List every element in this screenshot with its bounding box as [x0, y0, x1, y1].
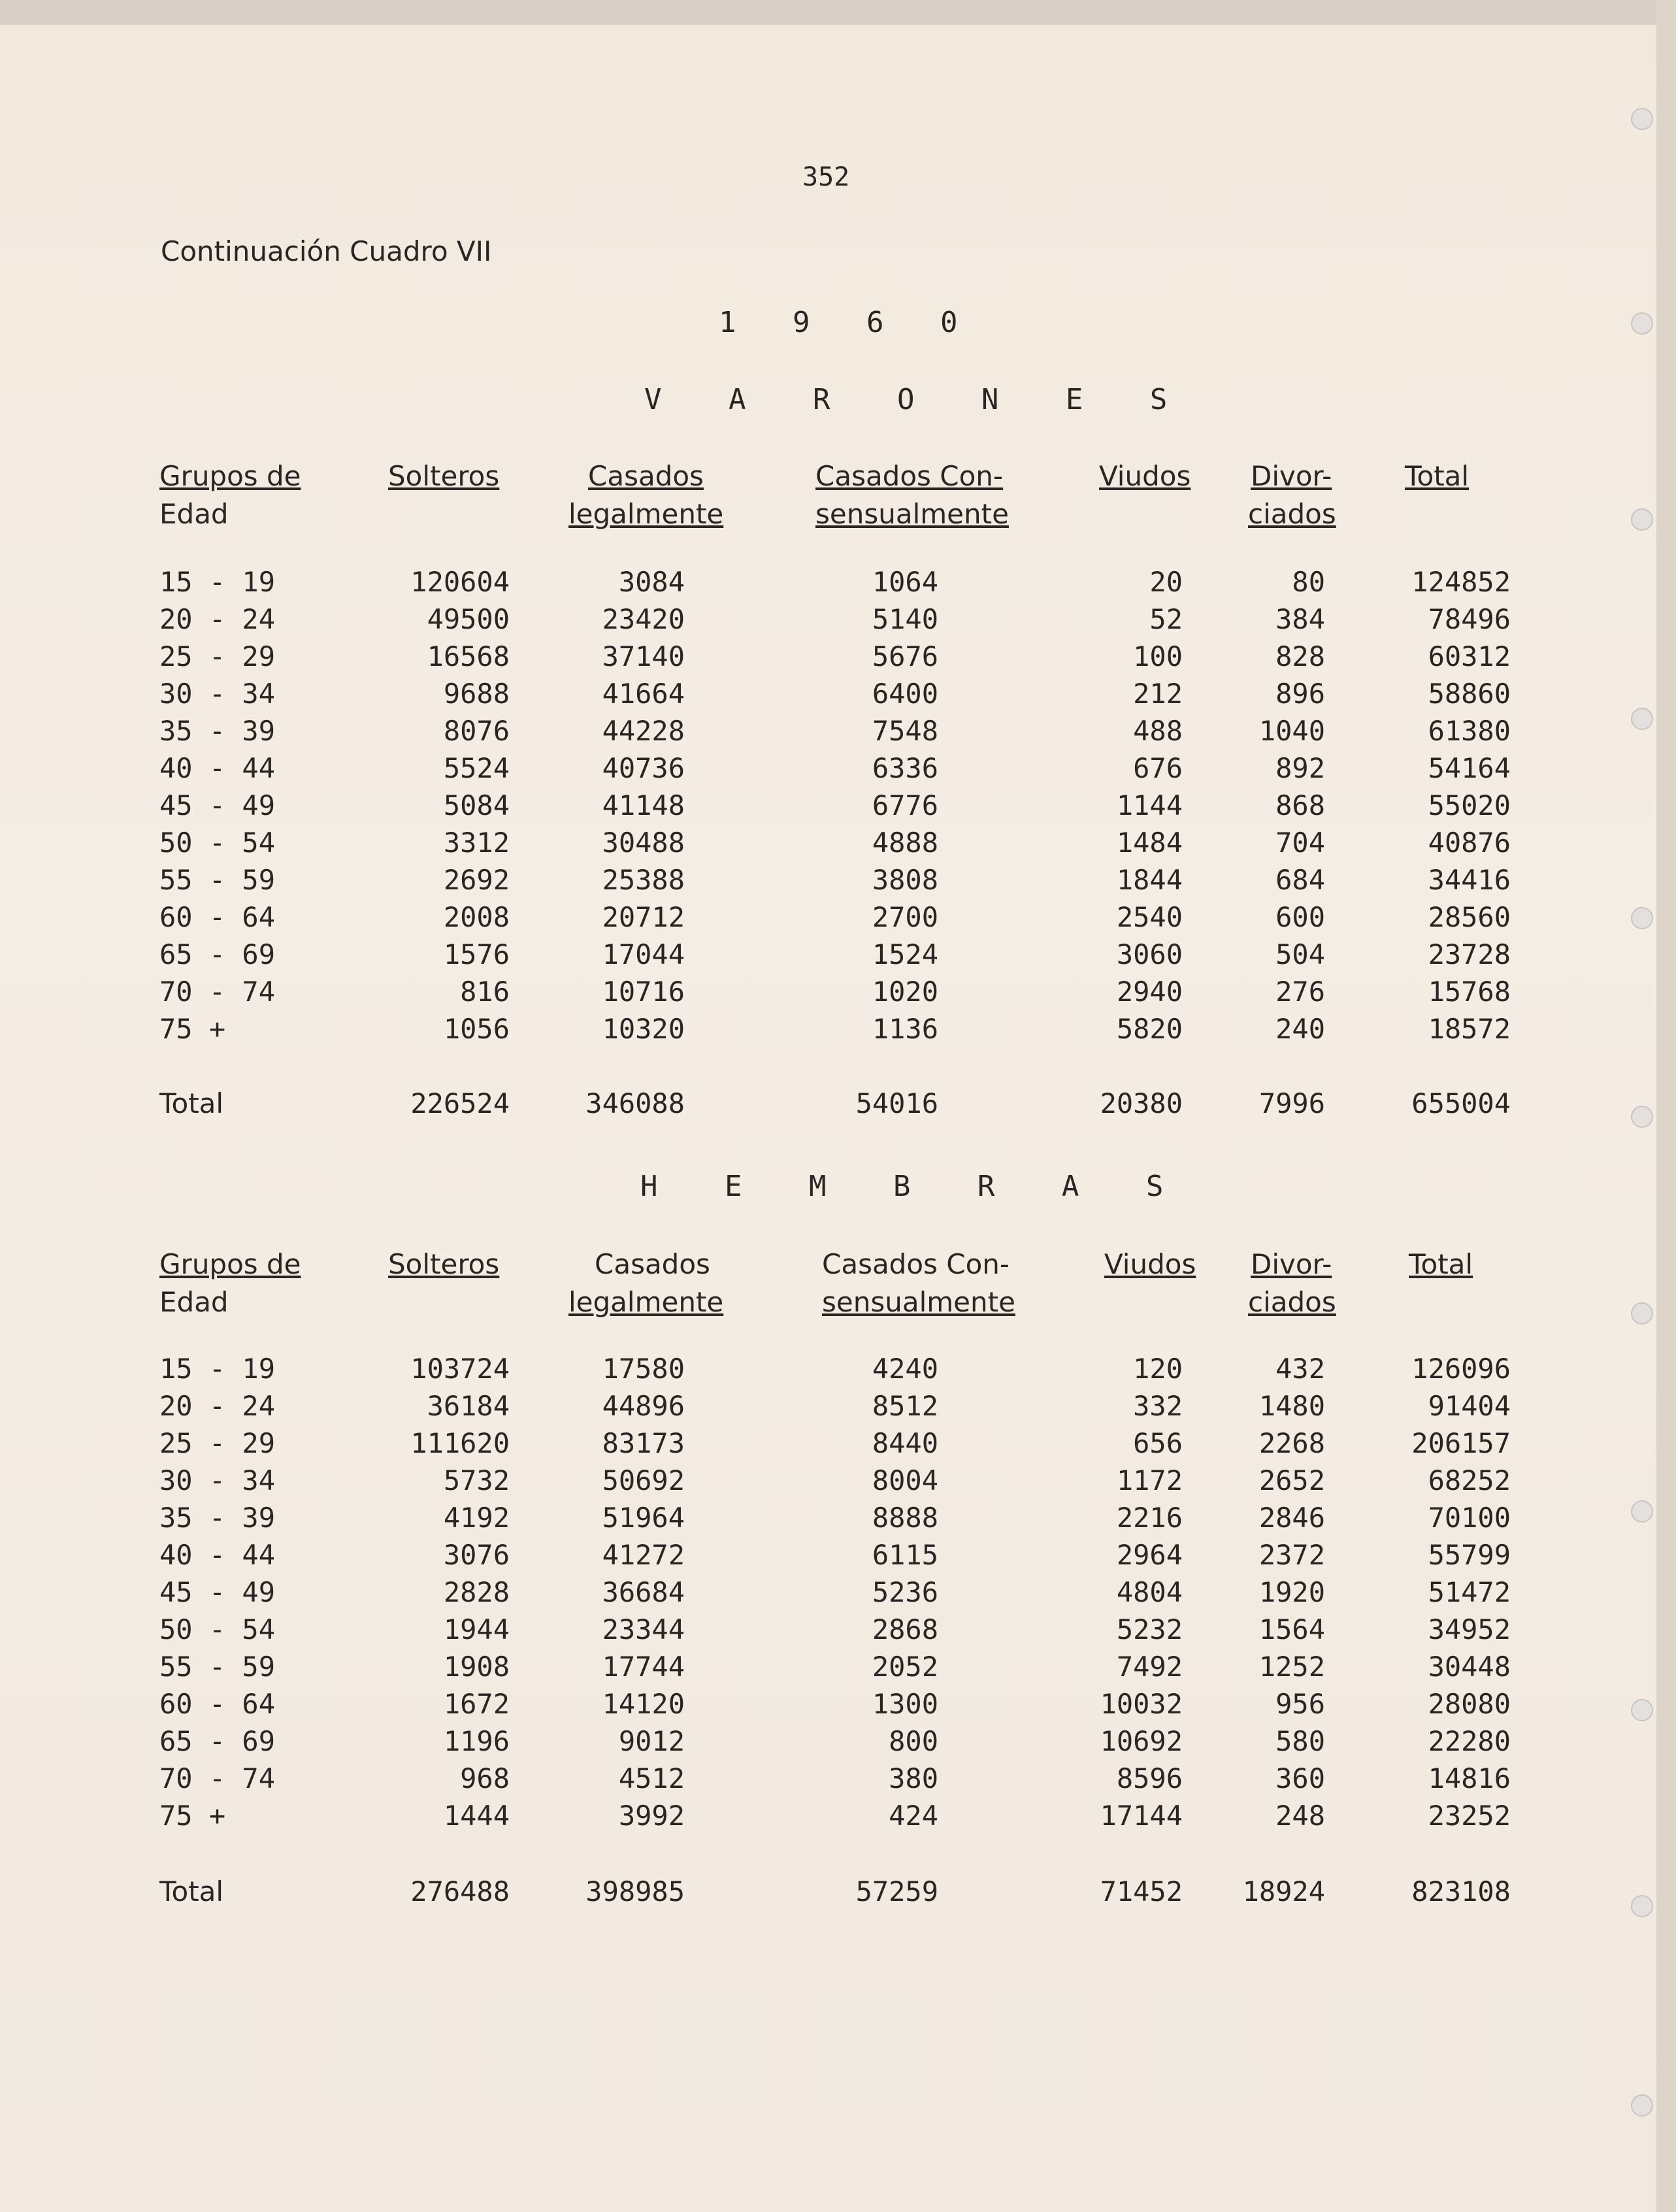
consensual-value: 424	[889, 1800, 938, 1832]
divorciados-value: 704	[1275, 827, 1325, 859]
viudos-value: 2540	[1116, 901, 1183, 933]
header-sensualmente: sensualmente	[815, 498, 1009, 530]
header-solteros: Solteros	[388, 460, 500, 492]
age-group: 35 - 39	[159, 1502, 276, 1534]
solteros-value: 2828	[443, 1576, 510, 1608]
total-value: 70100	[1428, 1502, 1511, 1534]
casados-value: 30488	[602, 827, 685, 859]
casados-value: 17744	[602, 1651, 685, 1683]
consensual-value: 2868	[872, 1613, 938, 1645]
divorciados-value: 892	[1275, 752, 1325, 784]
viudos-total: 71452	[1100, 1875, 1183, 1907]
table-row	[0, 603, 1676, 641]
total-label: Total	[159, 1087, 224, 1119]
table-row	[0, 938, 1676, 976]
divorciados-value: 2268	[1258, 1427, 1325, 1459]
consensual-value: 1020	[872, 976, 938, 1008]
solteros-value: 103724	[410, 1353, 510, 1385]
total-value: 206157	[1411, 1427, 1511, 1459]
casados-value: 50692	[602, 1464, 685, 1496]
solteros-total: 226524	[410, 1087, 510, 1119]
casados-value: 23420	[602, 603, 685, 635]
total-value: 55799	[1428, 1539, 1511, 1571]
solteros-value: 2692	[443, 864, 510, 896]
viudos-value: 2940	[1116, 976, 1183, 1008]
table-row	[0, 1390, 1676, 1428]
viudos-value: 4804	[1116, 1576, 1183, 1608]
divorciados-value: 2372	[1258, 1539, 1325, 1571]
consensual-value: 4240	[872, 1353, 938, 1385]
total-value: 34416	[1428, 864, 1511, 896]
continuation-label: Continuación Cuadro VII	[161, 235, 492, 267]
age-group: 15 - 19	[159, 566, 276, 598]
header-grupos: Grupos de	[159, 1248, 301, 1280]
table-row	[0, 976, 1676, 1014]
consensual-value: 5236	[872, 1576, 938, 1608]
solteros-value: 1444	[443, 1800, 510, 1832]
viudos-value: 100	[1133, 640, 1183, 672]
casados-value: 51964	[602, 1502, 685, 1534]
table-row	[0, 864, 1676, 902]
divorciados-value: 240	[1275, 1013, 1325, 1045]
page-number: 352	[802, 162, 850, 192]
total-value: 28560	[1428, 901, 1511, 933]
casados-value: 23344	[602, 1613, 685, 1645]
divorciados-value: 828	[1275, 640, 1325, 672]
divorciados-value: 1252	[1258, 1651, 1325, 1683]
table-row	[0, 1762, 1676, 1800]
consensual-value: 3808	[872, 864, 938, 896]
consensual-value: 380	[889, 1762, 938, 1794]
header-ciados: ciados	[1248, 498, 1336, 530]
total-value: 15768	[1428, 976, 1511, 1008]
viudos-total: 20380	[1100, 1087, 1183, 1119]
age-group: 40 - 44	[159, 752, 276, 784]
consensual-value: 1136	[872, 1013, 938, 1045]
total-value: 124852	[1411, 566, 1511, 598]
total-value: 51472	[1428, 1576, 1511, 1608]
header-grupos: Grupos de	[159, 460, 301, 492]
total-value: 55020	[1428, 789, 1511, 821]
header-casados-con: Casados Con-	[815, 460, 1004, 492]
viudos-value: 120	[1133, 1353, 1183, 1385]
divorciados-value: 600	[1275, 901, 1325, 933]
casados-value: 20712	[602, 901, 685, 933]
viudos-value: 52	[1149, 603, 1183, 635]
viudos-value: 20	[1149, 566, 1183, 598]
divorciados-value: 432	[1275, 1353, 1325, 1385]
consensual-value: 8004	[872, 1464, 938, 1496]
casados-value: 17580	[602, 1353, 685, 1385]
viudos-value: 488	[1133, 715, 1183, 747]
table-row	[0, 678, 1676, 716]
table-row	[0, 752, 1676, 790]
age-group: 75 +	[159, 1800, 226, 1832]
consensual-value: 2700	[872, 901, 938, 933]
hembras-title: H E M B R A S	[640, 1170, 1189, 1203]
header-divor: Divor-	[1251, 1248, 1332, 1280]
divorciados-value: 248	[1275, 1800, 1325, 1832]
table-row	[0, 789, 1676, 827]
casados-value: 10716	[602, 976, 685, 1008]
table-row	[0, 827, 1676, 865]
casados-value: 41664	[602, 678, 685, 710]
consensual-value: 6776	[872, 789, 938, 821]
total-value: 22280	[1428, 1725, 1511, 1757]
divorciados-value: 1920	[1258, 1576, 1325, 1608]
table-row	[0, 1427, 1676, 1465]
divorciados-value: 504	[1275, 938, 1325, 970]
binder-hole	[1631, 312, 1653, 335]
solteros-value: 49500	[427, 603, 510, 635]
age-group: 45 - 49	[159, 1576, 276, 1608]
age-group: 15 - 19	[159, 1353, 276, 1385]
solteros-value: 1944	[443, 1613, 510, 1645]
viudos-value: 10692	[1100, 1725, 1183, 1757]
casados-value: 37140	[602, 640, 685, 672]
table-row	[0, 1651, 1676, 1689]
viudos-value: 1844	[1116, 864, 1183, 896]
table-row	[0, 1502, 1676, 1540]
solteros-value: 111620	[410, 1427, 510, 1459]
binder-hole	[1631, 1302, 1653, 1325]
solteros-value: 816	[460, 976, 510, 1008]
table-row	[0, 1800, 1676, 1838]
binder-hole	[1631, 508, 1653, 531]
age-group: 65 - 69	[159, 1725, 276, 1757]
total-row	[0, 1087, 1676, 1125]
casados-value: 44228	[602, 715, 685, 747]
age-group: 20 - 24	[159, 1390, 276, 1422]
viudos-value: 656	[1133, 1427, 1183, 1459]
table-row	[0, 1688, 1676, 1726]
divorciados-value: 80	[1292, 566, 1325, 598]
divorciados-value: 868	[1275, 789, 1325, 821]
viudos-value: 212	[1133, 678, 1183, 710]
consensual-value: 8440	[872, 1427, 938, 1459]
consensual-value: 8888	[872, 1502, 938, 1534]
consensual-value: 2052	[872, 1651, 938, 1683]
age-group: 40 - 44	[159, 1539, 276, 1571]
consensual-total: 54016	[855, 1087, 938, 1119]
consensual-value: 1524	[872, 938, 938, 970]
header-sensualmente: sensualmente	[822, 1286, 1015, 1318]
total-label: Total	[159, 1875, 224, 1907]
solteros-value: 1672	[443, 1688, 510, 1720]
age-group: 30 - 34	[159, 678, 276, 710]
divorciados-value: 684	[1275, 864, 1325, 896]
age-group: 60 - 64	[159, 1688, 276, 1720]
age-group: 25 - 29	[159, 1427, 276, 1459]
casados-value: 10320	[602, 1013, 685, 1045]
viudos-value: 17144	[1100, 1800, 1183, 1832]
solteros-value: 3312	[443, 827, 510, 859]
viudos-value: 332	[1133, 1390, 1183, 1422]
consensual-value: 6336	[872, 752, 938, 784]
viudos-value: 676	[1133, 752, 1183, 784]
solteros-value: 9688	[443, 678, 510, 710]
divorciados-value: 1480	[1258, 1390, 1325, 1422]
divorciados-value: 384	[1275, 603, 1325, 635]
header-casados: Casados	[595, 1248, 710, 1280]
total-value: 54164	[1428, 752, 1511, 784]
casados-value: 9012	[618, 1725, 685, 1757]
table-row	[0, 1464, 1676, 1502]
consensual-value: 6115	[872, 1539, 938, 1571]
divorciados-value: 2652	[1258, 1464, 1325, 1496]
solteros-value: 1908	[443, 1651, 510, 1683]
divorciados-value: 580	[1275, 1725, 1325, 1757]
divorciados-value: 276	[1275, 976, 1325, 1008]
total-value: 23728	[1428, 938, 1511, 970]
age-group: 70 - 74	[159, 1762, 276, 1794]
total-value: 18572	[1428, 1013, 1511, 1045]
solteros-total: 276488	[410, 1875, 510, 1907]
total-value: 60312	[1428, 640, 1511, 672]
header-legalmente: legalmente	[568, 1286, 724, 1318]
solteros-value: 4192	[443, 1502, 510, 1534]
viudos-value: 8596	[1116, 1762, 1183, 1794]
solteros-value: 968	[460, 1762, 510, 1794]
solteros-value: 2008	[443, 901, 510, 933]
viudos-value: 7492	[1116, 1651, 1183, 1683]
header-casados: Casados	[588, 460, 704, 492]
header-edad: Edad	[159, 1286, 229, 1318]
casados-value: 3084	[618, 566, 685, 598]
viudos-value: 3060	[1116, 938, 1183, 970]
divorciados-value: 956	[1275, 1688, 1325, 1720]
varones-title: V A R O N E S	[644, 383, 1192, 416]
table-row	[0, 1353, 1676, 1391]
year-heading: 1 9 6 0	[719, 306, 978, 339]
viudos-value: 2216	[1116, 1502, 1183, 1534]
solteros-value: 1576	[443, 938, 510, 970]
header-solteros: Solteros	[388, 1248, 500, 1280]
casados-value: 36684	[602, 1576, 685, 1608]
age-group: 50 - 54	[159, 1613, 276, 1645]
consensual-value: 800	[889, 1725, 938, 1757]
age-group: 65 - 69	[159, 938, 276, 970]
age-group: 75 +	[159, 1013, 226, 1045]
consensual-value: 4888	[872, 827, 938, 859]
total-value: 14816	[1428, 1762, 1511, 1794]
total-value: 34952	[1428, 1613, 1511, 1645]
binder-hole	[1631, 108, 1653, 130]
header-edad: Edad	[159, 498, 229, 530]
casados-value: 41148	[602, 789, 685, 821]
age-group: 55 - 59	[159, 864, 276, 896]
solteros-value: 1196	[443, 1725, 510, 1757]
table-row	[0, 715, 1676, 753]
casados-total: 398985	[585, 1875, 685, 1907]
header-casados-con: Casados Con-	[822, 1248, 1010, 1280]
consensual-value: 5140	[872, 603, 938, 635]
age-group: 50 - 54	[159, 827, 276, 859]
total-value: 40876	[1428, 827, 1511, 859]
casados-value: 41272	[602, 1539, 685, 1571]
header-viudos: Viudos	[1104, 1248, 1196, 1280]
table-row	[0, 566, 1676, 604]
solteros-value: 5732	[443, 1464, 510, 1496]
consensual-value: 7548	[872, 715, 938, 747]
solteros-value: 1056	[443, 1013, 510, 1045]
casados-value: 40736	[602, 752, 685, 784]
divorciados-total: 7996	[1258, 1087, 1325, 1119]
consensual-value: 8512	[872, 1390, 938, 1422]
divorciados-value: 2846	[1258, 1502, 1325, 1534]
age-group: 55 - 59	[159, 1651, 276, 1683]
total-value: 28080	[1428, 1688, 1511, 1720]
age-group: 45 - 49	[159, 789, 276, 821]
solteros-value: 5524	[443, 752, 510, 784]
header-divor: Divor-	[1251, 460, 1332, 492]
total-row	[0, 1875, 1676, 1913]
total-value: 78496	[1428, 603, 1511, 635]
table-row	[0, 1539, 1676, 1577]
solteros-value: 5084	[443, 789, 510, 821]
viudos-value: 5820	[1116, 1013, 1183, 1045]
solteros-value: 120604	[410, 566, 510, 598]
total-value: 58860	[1428, 678, 1511, 710]
age-group: 35 - 39	[159, 715, 276, 747]
table-row	[0, 1613, 1676, 1651]
total-value: 91404	[1428, 1390, 1511, 1422]
solteros-value: 8076	[443, 715, 510, 747]
table-row	[0, 1013, 1676, 1051]
viudos-value: 1172	[1116, 1464, 1183, 1496]
casados-value: 3992	[618, 1800, 685, 1832]
total-value: 126096	[1411, 1353, 1511, 1385]
casados-value: 4512	[618, 1762, 685, 1794]
age-group: 70 - 74	[159, 976, 276, 1008]
casados-value: 83173	[602, 1427, 685, 1459]
casados-value: 44896	[602, 1390, 685, 1422]
divorciados-value: 896	[1275, 678, 1325, 710]
table-row	[0, 901, 1676, 939]
age-group: 30 - 34	[159, 1464, 276, 1496]
casados-value: 14120	[602, 1688, 685, 1720]
total-value: 61380	[1428, 715, 1511, 747]
header-ciados: ciados	[1248, 1286, 1336, 1318]
viudos-value: 1484	[1116, 827, 1183, 859]
page-top-edge	[0, 0, 1676, 25]
grand-total: 655004	[1411, 1087, 1511, 1119]
viudos-value: 2964	[1116, 1539, 1183, 1571]
consensual-value: 6400	[872, 678, 938, 710]
total-value: 23252	[1428, 1800, 1511, 1832]
divorciados-value: 1040	[1258, 715, 1325, 747]
viudos-value: 1144	[1116, 789, 1183, 821]
consensual-total: 57259	[855, 1875, 938, 1907]
consensual-value: 5676	[872, 640, 938, 672]
header-total: Total	[1405, 460, 1470, 492]
grand-total: 823108	[1411, 1875, 1511, 1907]
consensual-value: 1300	[872, 1688, 938, 1720]
viudos-value: 10032	[1100, 1688, 1183, 1720]
casados-value: 17044	[602, 938, 685, 970]
consensual-value: 1064	[872, 566, 938, 598]
age-group: 60 - 64	[159, 901, 276, 933]
total-value: 68252	[1428, 1464, 1511, 1496]
header-total: Total	[1409, 1248, 1473, 1280]
age-group: 20 - 24	[159, 603, 276, 635]
table-row	[0, 640, 1676, 678]
solteros-value: 3076	[443, 1539, 510, 1571]
solteros-value: 16568	[427, 640, 510, 672]
casados-total: 346088	[585, 1087, 685, 1119]
viudos-value: 5232	[1116, 1613, 1183, 1645]
solteros-value: 36184	[427, 1390, 510, 1422]
binder-hole	[1631, 2094, 1653, 2117]
header-viudos: Viudos	[1099, 460, 1191, 492]
table-row	[0, 1576, 1676, 1614]
divorciados-total: 18924	[1242, 1875, 1325, 1907]
table-row	[0, 1725, 1676, 1763]
header-legalmente: legalmente	[568, 498, 724, 530]
total-value: 30448	[1428, 1651, 1511, 1683]
casados-value: 25388	[602, 864, 685, 896]
divorciados-value: 1564	[1258, 1613, 1325, 1645]
divorciados-value: 360	[1275, 1762, 1325, 1794]
age-group: 25 - 29	[159, 640, 276, 672]
